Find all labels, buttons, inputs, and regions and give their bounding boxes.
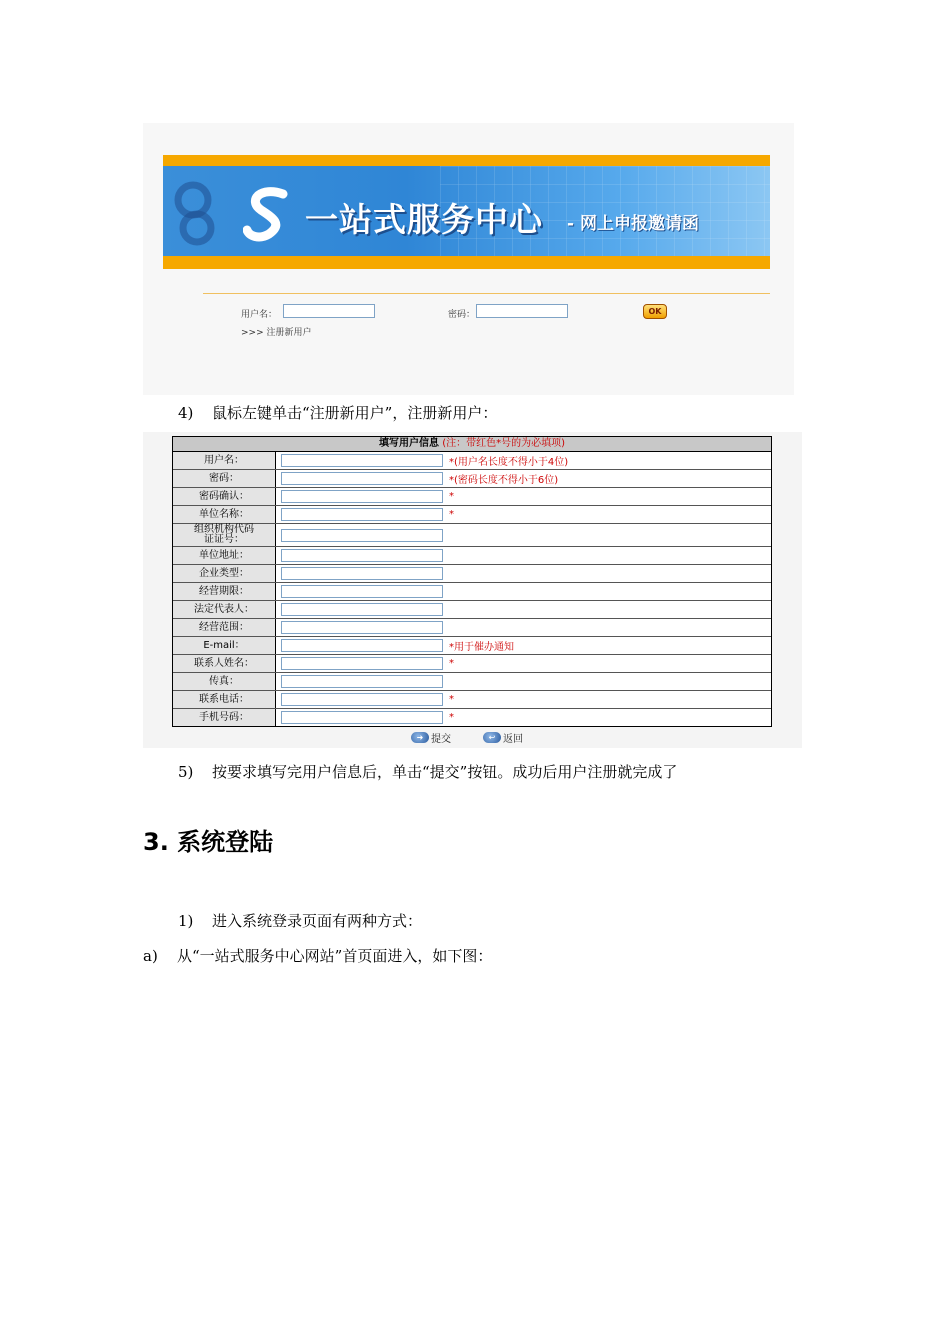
step-a-number: a): [143, 947, 158, 965]
form-row-label: 传真：: [173, 673, 276, 690]
form-row-label: 单位地址：: [173, 547, 276, 564]
form-input[interactable]: [281, 603, 443, 616]
form-row: [173, 452, 771, 470]
form-row-note: *: [449, 658, 454, 669]
password-input[interactable]: [476, 304, 568, 318]
form-row-label: 用户名：: [173, 452, 276, 469]
form-row: [173, 547, 771, 565]
step1-number: 1): [178, 912, 194, 930]
form-input[interactable]: [281, 567, 443, 580]
back-button[interactable]: [483, 730, 523, 745]
form-row: [173, 673, 771, 691]
form-title: 填写用户信息: [379, 438, 439, 449]
form-row: [173, 506, 771, 524]
step-a-caption: [143, 945, 492, 966]
form-input[interactable]: [281, 657, 443, 670]
banner-subtitle: - 网上申报邀请函: [567, 214, 699, 234]
register-form: [172, 436, 772, 727]
form-row-field: [276, 506, 771, 523]
form-row-field: [276, 655, 771, 672]
form-row-label: 联系人姓名：: [173, 655, 276, 672]
form-row-field: [276, 583, 771, 600]
form-input[interactable]: [281, 454, 443, 467]
form-input[interactable]: [281, 549, 443, 562]
step5-text: 按要求填写完用户信息后，单击“提交”按钮。成功后用户注册就完成了: [212, 763, 678, 781]
logo-ring-icon: [171, 174, 221, 248]
logo-s-icon: [243, 186, 295, 242]
form-row-note: *: [449, 509, 454, 520]
form-row: [173, 524, 771, 547]
form-required-note: (注：带红色*号的为必填项): [442, 438, 565, 449]
form-input[interactable]: [281, 508, 443, 521]
step-a-text: 从“一站式服务中心网站”首页面进入，如下图：: [177, 947, 493, 965]
ok-button[interactable]: OK: [643, 304, 667, 319]
form-row-label: E-mail：: [173, 637, 276, 654]
form-row-label: 组织机构代码 证证号：: [173, 524, 276, 546]
form-row: [173, 601, 771, 619]
form-row-note: *: [449, 694, 454, 705]
submit-icon: ➜: [411, 732, 429, 743]
form-row: [173, 637, 771, 655]
login-screenshot: [143, 123, 794, 395]
step4-number: 4): [178, 404, 194, 422]
form-row-field: [276, 565, 771, 582]
form-input[interactable]: [281, 693, 443, 706]
form-row-note: *(用户名长度不得小于4位): [449, 457, 569, 468]
register-link[interactable]: >>> 注册新用户: [241, 328, 312, 338]
banner-title: 一站式服务中心: [305, 200, 543, 239]
register-form-screenshot: [143, 432, 802, 748]
step1-text: 进入系统登录页面有两种方式：: [212, 912, 423, 930]
form-row: [173, 583, 771, 601]
form-input[interactable]: [281, 711, 443, 724]
form-row-field: [276, 691, 771, 708]
form-input[interactable]: [281, 675, 443, 688]
step4-caption: [178, 402, 497, 423]
form-row-field: [276, 673, 771, 690]
step5-caption: [178, 761, 677, 782]
form-row-field: [276, 619, 771, 636]
form-row-note: *用于催办通知: [449, 642, 514, 653]
username-input[interactable]: [283, 304, 375, 318]
form-row: [173, 691, 771, 709]
form-row: [173, 565, 771, 583]
form-row-label: 密码确认：: [173, 488, 276, 505]
form-row: [173, 709, 771, 726]
form-row-note: *: [449, 491, 454, 502]
form-row-field: [276, 709, 771, 726]
step1-caption: [178, 910, 422, 931]
form-row: [173, 655, 771, 673]
step5-number: 5): [178, 763, 194, 781]
form-row: [173, 470, 771, 488]
form-input[interactable]: [281, 585, 443, 598]
form-row-label: 经营范围：: [173, 619, 276, 636]
form-input[interactable]: [281, 490, 443, 503]
section-heading: 3. 系统登陆: [143, 828, 274, 856]
form-row-field: [276, 601, 771, 618]
username-label: 用户名：: [241, 310, 278, 320]
form-row-field: [276, 470, 771, 487]
form-row-field: [276, 524, 771, 546]
form-input[interactable]: [281, 472, 443, 485]
form-row-field: [276, 637, 771, 654]
form-header: [173, 437, 771, 452]
form-row-label: 手机号码：: [173, 709, 276, 726]
banner: [163, 155, 770, 269]
form-row: [173, 488, 771, 506]
form-input[interactable]: [281, 621, 443, 634]
form-row-note: *(密码长度不得小于6位): [449, 475, 559, 486]
form-row-label: 法定代表人：: [173, 601, 276, 618]
submit-button[interactable]: [411, 730, 451, 745]
submit-label: 提交: [431, 734, 451, 745]
form-row-note: *: [449, 712, 454, 723]
form-row-field: [276, 547, 771, 564]
form-row-label: 密码：: [173, 470, 276, 487]
form-input[interactable]: [281, 639, 443, 652]
form-row-label: 经营期限：: [173, 583, 276, 600]
form-row-field: [276, 452, 771, 469]
form-row-field: [276, 488, 771, 505]
form-input[interactable]: [281, 529, 443, 542]
form-row-label: 联系电话：: [173, 691, 276, 708]
back-label: 返回: [503, 734, 523, 745]
form-row-label: 企业类型：: [173, 565, 276, 582]
form-row-label: 单位名称：: [173, 506, 276, 523]
form-row: [173, 619, 771, 637]
password-label: 密码：: [448, 310, 476, 320]
step4-text: 鼠标左键单击“注册新用户”，注册新用户：: [212, 404, 498, 422]
back-icon: ↩: [483, 732, 501, 743]
divider: [203, 293, 770, 294]
